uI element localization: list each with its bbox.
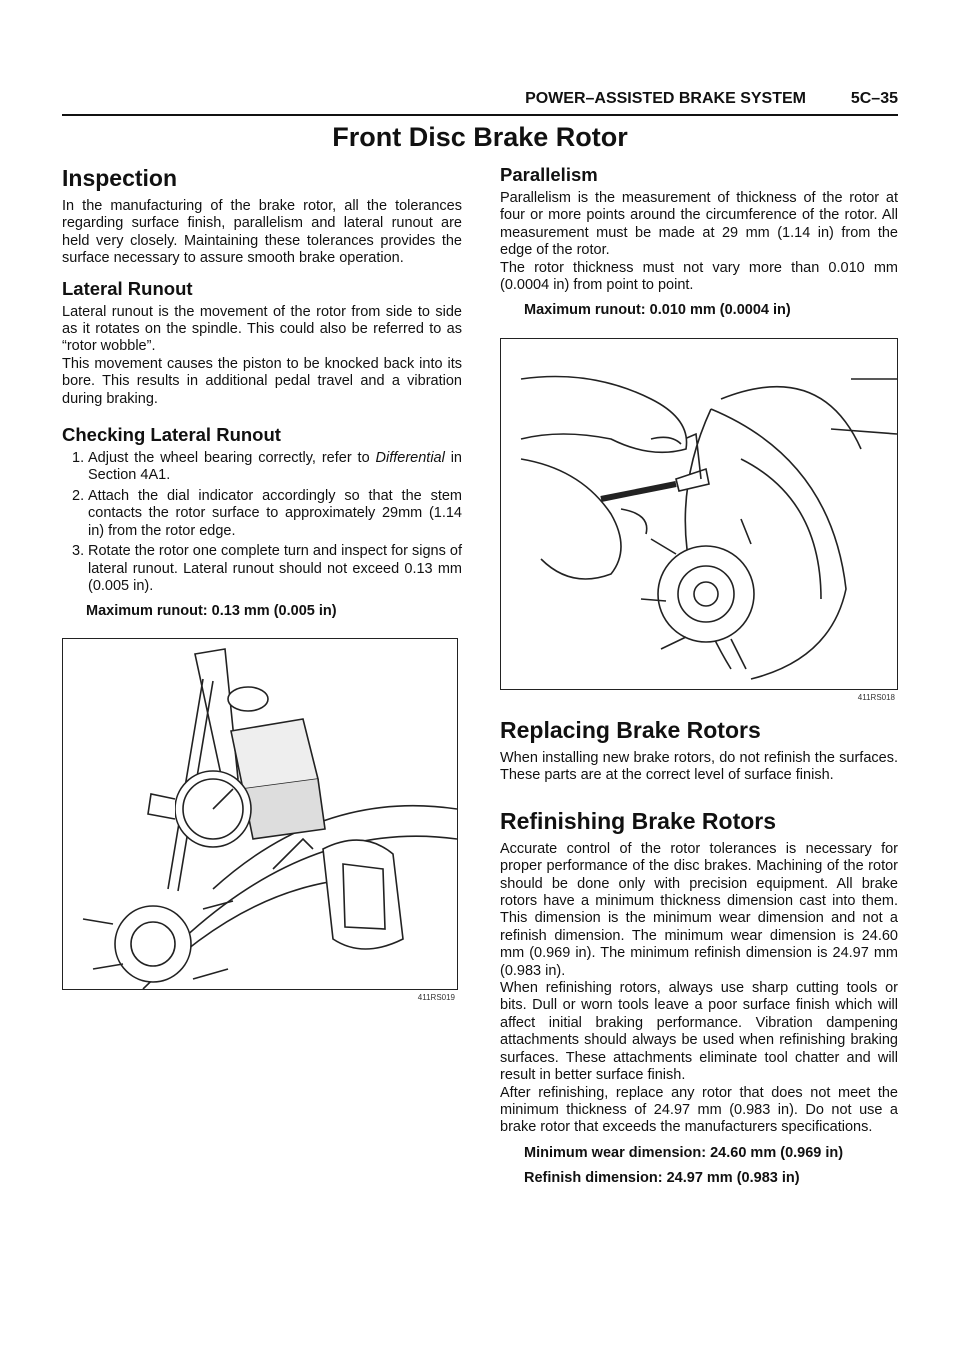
- right-column: [500, 164, 898, 320]
- page-header: [62, 88, 898, 116]
- refinish-spec: Refinish dimension: 24.97 mm (0.983 in): [524, 1170, 800, 1187]
- replacing-heading: Replacing Brake Rotors: [500, 717, 761, 743]
- step-text: Rotate the rotor one complete turn and inspect for signs of lateral runout. Lateral runout should not exceed 0.13 mm (0.005 in).: [88, 543, 462, 594]
- inspection-body: In the manufacturing of the brake rotor, all the tolerances regarding surface finish, parallelism and lateral runout are held very closely. Maintaining these tolerances provides the surface necessary to assure smooth brake operation.: [62, 198, 462, 267]
- step-text: Adjust the wheel bearing correctly, refer to: [88, 450, 376, 467]
- max-runout-spec: Maximum runout: 0.13 mm (0.005 in): [86, 603, 337, 620]
- lateral-runout-heading: Lateral Runout: [62, 277, 193, 299]
- refinishing-body-2: When refinishing rotors, always use sharp cutting tools or bits. Dull or worn tools leave a poor surface finish which will affect initial braking performance. Vibration dampening attachments should always be used when refinishing braking surfaces. These attachments eliminate tool chatter and will result in better surface finish.: [500, 980, 898, 1084]
- step-reference: Differential: [375, 450, 445, 467]
- refinishing-heading: Refinishing Brake Rotors: [500, 807, 777, 834]
- parallelism-heading: Parallelism: [500, 164, 598, 185]
- checking-steps: [62, 450, 462, 595]
- page-number: 5C–35: [850, 90, 898, 107]
- refinishing-body-3: After refinishing, replace any rotor that does not meet the minimum thickness of 24.97 mm (0.983 in). Do not use a brake rotor that exceeds the manufacturers specifications.: [500, 1084, 898, 1136]
- lateral-runout-body-1: Lateral runout is the movement of the rotor from side to side as it rotates on the spindle. This could also be referred to as “rotor wobble”.: [62, 303, 462, 355]
- figure-caption: 411RS018: [857, 693, 895, 702]
- dial-indicator-figure: [62, 638, 458, 1002]
- parallelism-spec: Maximum runout: 0.010 mm (0.0004 in): [524, 302, 791, 319]
- header-rule: [62, 114, 898, 116]
- step-text: Attach the dial indicator accordingly so that the stem contacts the rotor surface to approximately 29mm (1.14 in) from the rotor edge.: [88, 487, 462, 539]
- step-item: [62, 488, 462, 540]
- min-wear-spec: Minimum wear dimension: 24.60 mm (0.969 in): [524, 1144, 844, 1161]
- parallelism-body-2: The rotor thickness must not vary more than 0.010 mm (0.0004 in) from point to point.: [500, 259, 898, 294]
- right-column-lower: [500, 716, 898, 1188]
- step-number: 2.: [72, 487, 85, 504]
- checking-lateral-runout-heading: Checking Lateral Runout: [62, 424, 281, 446]
- step-number: 1.: [72, 450, 85, 467]
- figure-caption: 411RS019: [417, 993, 455, 1002]
- step-text: in Section 4A1.: [88, 450, 462, 484]
- page-title: Front Disc Brake Rotor: [332, 122, 628, 152]
- step-item: [62, 450, 462, 485]
- step-item: [62, 543, 462, 595]
- replacing-body: When installing new brake rotors, do not refinish the surfaces. These parts are at the correct level of surface finish.: [500, 750, 898, 784]
- inspection-heading: Inspection: [62, 165, 178, 191]
- micrometer-figure: [500, 338, 898, 702]
- section-title: POWER–ASSISTED BRAKE SYSTEM: [525, 90, 806, 107]
- lateral-runout-body-2: This movement causes the piston to be knocked back into its bore. This results in additional pedal travel and a vibration during braking.: [62, 355, 462, 407]
- refinishing-body-1: Accurate control of the rotor tolerances is necessary for proper performance of the disc brakes. Machining of the rotor should be done only with precision equipment. All brake rotors have a minimum thickness dimension cast into them. This dimension is the minimum wear dimension and not a refinish dimension. The minimum wear dimension is 24.60 mm (0.969 in). The minimum refinish dimension is 24.97 mm (0.983 in).: [500, 840, 898, 979]
- step-number: 3.: [72, 543, 85, 560]
- left-column: [62, 164, 462, 621]
- micrometer-illustration: [501, 339, 897, 689]
- dial-indicator-illustration: [63, 639, 457, 989]
- parallelism-body-1: Parallelism is the measurement of thickness of the rotor at four or more points around the circumference of the rotor. All measurement must be made at 29 mm (1.14 in) from the edge of the rotor.: [500, 190, 898, 259]
